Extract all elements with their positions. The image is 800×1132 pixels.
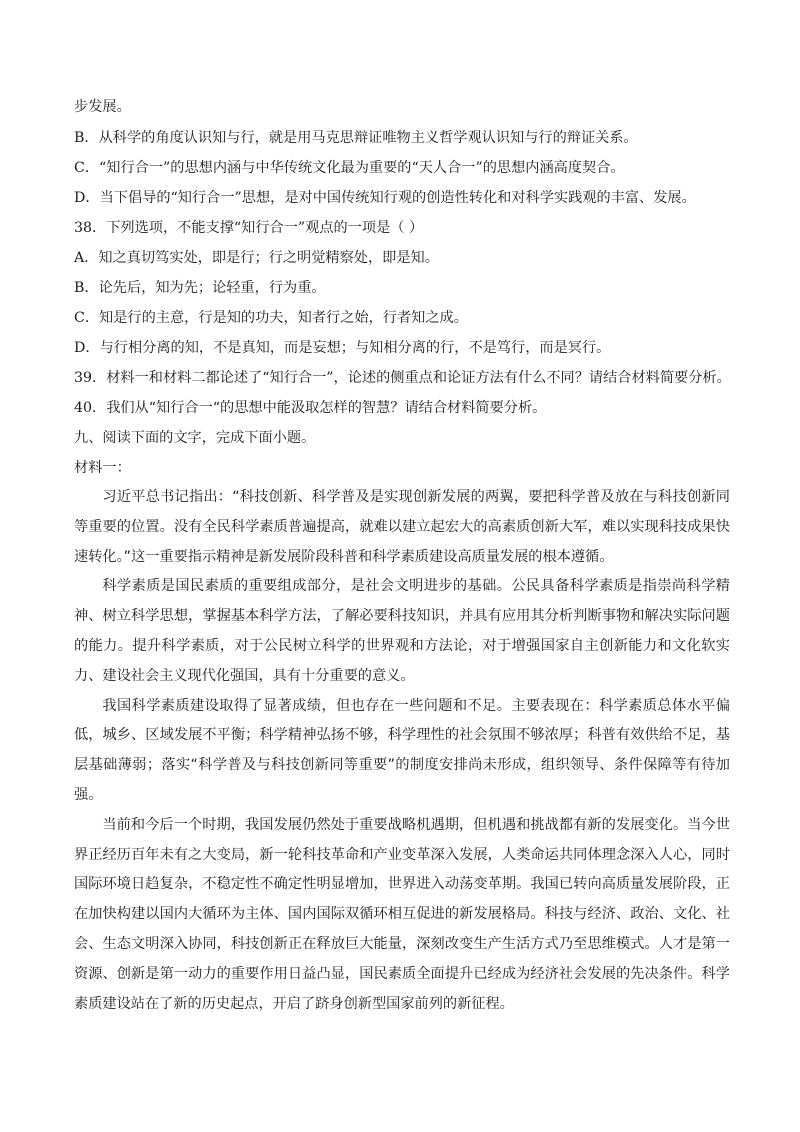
question-40: 40．我们从“知行合一“的思想中能汲取怎样的智慧？请结合材料简要分析。 bbox=[74, 400, 547, 416]
option-c-37: C．“知行合一”的思想内涵与中华传统文化最为重要的“天人合一”的思想内涵高度契合。 bbox=[74, 160, 625, 176]
option-c-38: C．知是行的主意，行是知的功夫，知者行之始，行者知之成。 bbox=[74, 310, 468, 326]
passage-paragraph: 习近平总书记指出：“科技创新、科学普及是实现创新发展的两翼，要把科学普及放在与科技创新同等重要的位置。没有全民科学素质普遍提高，就难以建立起宏大的高素质创新大军，难以实现科技成果快速转化。”这一重要指示精神是新发展阶段科普和科学素质建设高质量发展的根本遵循。 bbox=[74, 489, 730, 565]
option-b-38: B．论先后，知为先；论轻重，行为重。 bbox=[74, 280, 326, 296]
passage-paragraph: 当前和今后一个时期，我国发展仍然处于重要战略机遇期，但机遇和挑战都有新的发展变化。当今世界正经历百年未有之大变局，新一轮科技革命和产业变革深入发展，人类命运共同体理念深入人心，同时国际环境日趋复杂，不稳定性不确定性明显增加，世界进入动荡变革期。我国已转向高质量发展阶段，正在加快构建以国内大循环为主体、国内国际双循环相互促进的新发展格局。科技与经济、政治、文化、社会、生态文明深入协同，科技创新正在释放巨大能量，深刻改变生产生活方式乃至思维模式。人才是第一资源、创新是第一动力的重要作用日益凸显，国民素质全面提升已经成为经济社会发展的先决条件。科学素质建设站在了新的历史起点，开启了跻身创新型国家前列的新征程。 bbox=[74, 816, 730, 1012]
section-heading: 九、阅读下面的文字，完成下面小题。 bbox=[74, 430, 316, 446]
option-d-37: D．当下倡导的“知行合一”思想，是对中国传统知行观的创造性转化和对科学实践观的丰富、发展。 bbox=[74, 190, 696, 206]
question-38: 38．下列选项，不能支撑“知行合一”观点的一项是（ ） bbox=[74, 220, 424, 236]
material-one-passage bbox=[74, 483, 730, 1019]
material-label: 材料一： bbox=[74, 460, 131, 476]
option-a-38: A．知之真切笃实处，即是行；行之明觉精察处，即是知。 bbox=[74, 250, 439, 266]
passage-paragraph: 我国科学素质建设取得了显著成绩，但也存在一些问题和不足。主要表现在：科学素质总体水平偏低，城乡、区域发展不平衡；科学精神弘扬不够，科学理性的社会氛围不够浓厚；科普有效供给不足，基层基础薄弱；落实“科学普及与科技创新同等重要”的制度安排尚未形成，组织领导、条件保障等有待加强。 bbox=[74, 697, 730, 803]
option-b-37: B．从科学的角度认识知与行，就是用马克思辩证唯物主义哲学观认识知与行的辩证关系。 bbox=[74, 130, 638, 146]
passage-paragraph: 科学素质是国民素质的重要组成部分，是社会文明进步的基础。公民具备科学素质是指崇尚科学精神、树立科学思想，掌握基本科学方法，了解必要科技知识，并具有应用其分析判断事物和解决实际问题的能力。提升科学素质，对于公民树立科学的世界观和方法论，对于增强国家自主创新能力和文化软实力、建设社会主义现代化强国，具有十分重要的意义。 bbox=[74, 578, 730, 684]
question-39: 39．材料一和材料二都论述了“知行合一”，论述的侧重点和论证方法有什么不同？请结合材料简要分析。 bbox=[74, 370, 731, 386]
continuation-text: 步发展。 bbox=[74, 99, 131, 115]
option-d-38: D．与行相分离的知，不是真知，而是妄想；与知相分离的行，不是笃行，而是冥行。 bbox=[74, 340, 611, 356]
